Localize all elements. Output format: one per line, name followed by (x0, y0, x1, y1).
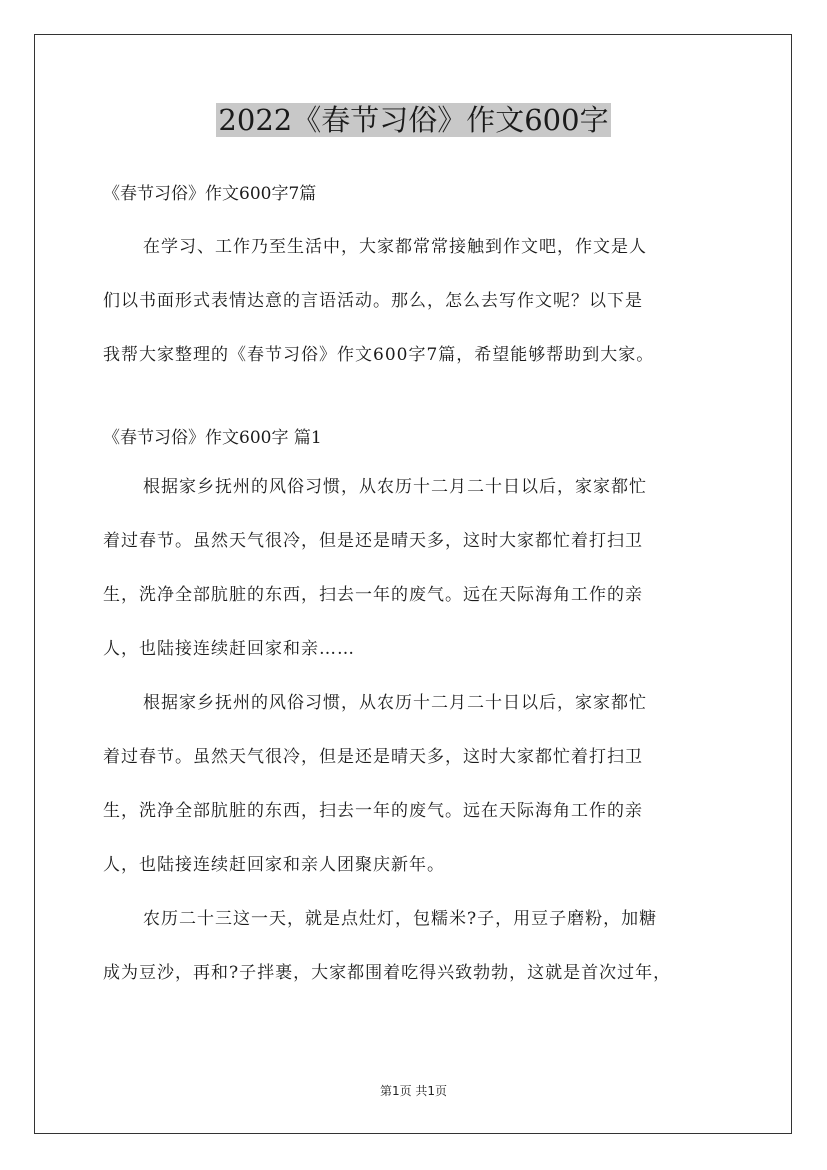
paragraph-line: 人，也陆接连续赶回家和亲…… (103, 639, 355, 659)
paragraph-line: 根据家乡抚州的风俗习惯，从农历十二月二十日以后，家家都忙 (143, 693, 647, 713)
body-paragraph-2 (103, 676, 727, 892)
intro-paragraph (103, 220, 727, 382)
paragraph-line: 生，洗净全部肮脏的东西，扫去一年的废气。远在天际海角工作的亲 (103, 585, 643, 605)
intro-line: 们以书面形式表情达意的言语活动。那么，怎么去写作文呢？以下是 (103, 291, 643, 311)
section-heading: 《春节习俗》作文600字 篇1 (103, 428, 322, 448)
document-body (103, 172, 727, 1000)
paragraph-line: 农历二十三这一天，就是点灶灯，包糯米?子，用豆子磨粉，加糖 (143, 909, 658, 929)
paragraph-line: 根据家乡抚州的风俗习惯，从农历十二月二十日以后，家家都忙 (143, 477, 647, 497)
body-paragraph-3 (103, 892, 727, 1000)
document-subtitle: 《春节习俗》作文600字7篇 (103, 184, 317, 204)
paragraph-line: 着过春节。虽然天气很冷，但是还是晴天多，这时大家都忙着打扫卫 (103, 747, 643, 767)
intro-line: 我帮大家整理的《春节习俗》作文600字7篇，希望能够帮助到大家。 (103, 345, 655, 365)
document-title-text: 2022《春节习俗》作文600字 (218, 103, 609, 137)
paragraph-line: 成为豆沙，再和?子拌裹，大家都围着吃得兴致勃勃，这就是首次过年， (103, 963, 672, 983)
paragraph-line: 着过春节。虽然天气很冷，但是还是晴天多，这时大家都忙着打扫卫 (103, 531, 643, 551)
paragraph-line: 人，也陆接连续赶回家和亲人团聚庆新年。 (103, 855, 445, 875)
intro-line: 在学习、工作乃至生活中，大家都常常接触到作文吧，作文是人 (143, 237, 647, 257)
document-title (0, 98, 827, 142)
page-footer (0, 1082, 827, 1099)
page-number-label: 第1页 共1页 (379, 1084, 448, 1098)
body-paragraph-1 (103, 460, 727, 676)
paragraph-line: 生，洗净全部肮脏的东西，扫去一年的废气。远在天际海角工作的亲 (103, 801, 643, 821)
